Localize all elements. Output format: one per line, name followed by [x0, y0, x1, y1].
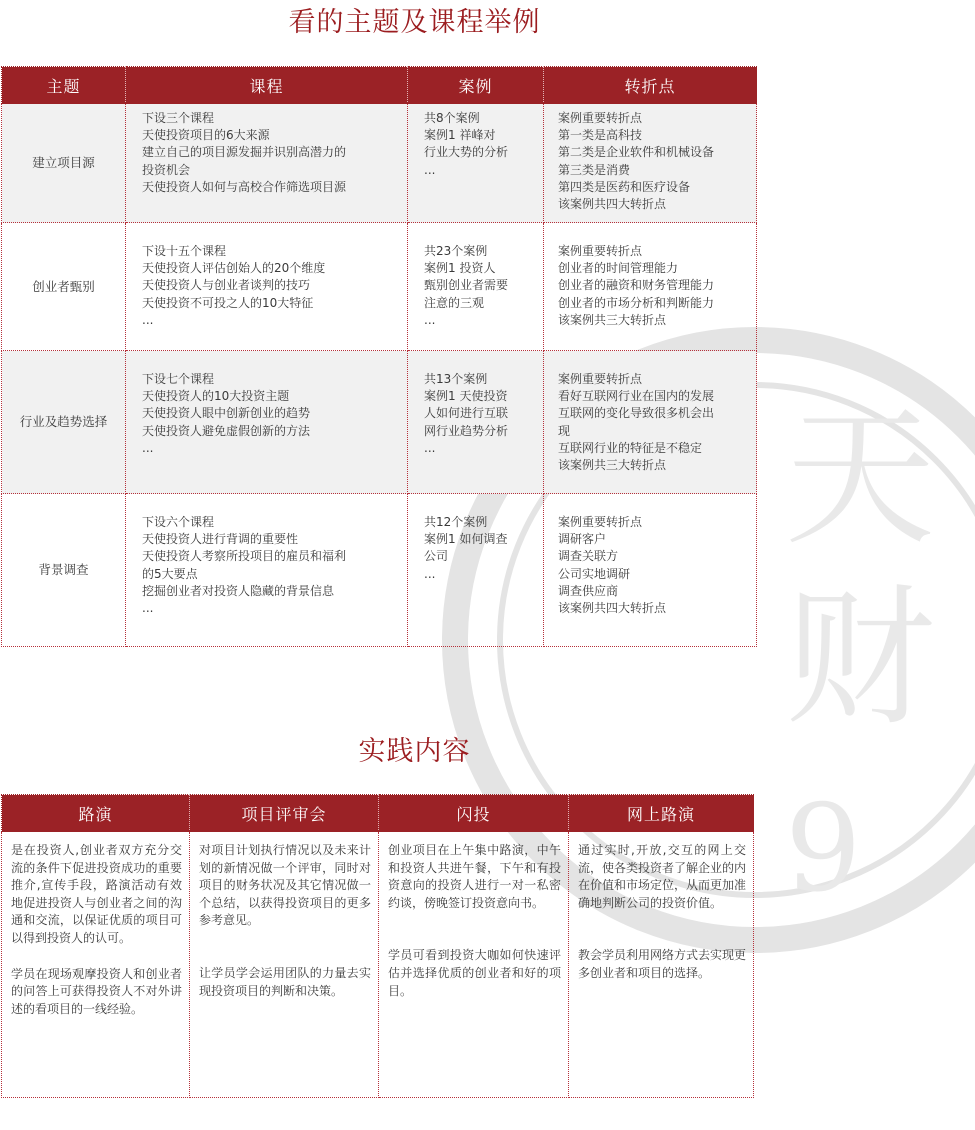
course-line: 天使投资人与创业者谈判的技巧 [142, 278, 311, 293]
project-review-cell [190, 832, 379, 1098]
courses-cell [126, 351, 408, 494]
turning-point-line: 第二类是企业软件和机械设备 [558, 145, 715, 160]
svg-text:9: 9 [785, 780, 862, 919]
case-line: 案例1 投资人 [424, 261, 496, 276]
table-row [2, 351, 757, 494]
turning-points-cell [544, 351, 757, 494]
case-line: 共23个案例 [424, 244, 488, 258]
header-courses: 课程 [126, 67, 408, 104]
table-row [2, 494, 757, 647]
case-line: 网行业趋势分析 [424, 423, 509, 438]
cases-cell [408, 223, 544, 351]
courses-cell [126, 494, 408, 647]
turning-points-cell [544, 104, 757, 223]
course-section-title: 看的主题及课程举例 [288, 7, 541, 38]
table-row [2, 104, 757, 223]
case-line: 共8个案例 [424, 111, 480, 125]
case-line: 人如何进行互联 [424, 406, 509, 421]
turning-point-line: 调查关联方 [558, 549, 619, 564]
course-line: ... [142, 601, 154, 616]
topic-cell: 行业及趋势选择 [2, 351, 126, 494]
course-line: 天使投资项目的6大来源 [142, 128, 270, 143]
roadshow-cell [2, 832, 190, 1098]
svg-text:财: 财 [785, 572, 936, 746]
turning-point-line: 互联网行业的特征是不稳定 [558, 440, 703, 455]
cases-cell [408, 104, 544, 223]
roadshow-benefit: 学员在现场观摩投资人和创业者的问答上可获得投资人不对外讲述的看项目的一线经验。 [11, 966, 182, 1016]
case-line: 行业大势的分析 [424, 145, 509, 160]
online-roadshow-description: 通过实时,开放,交互的网上交流，使各类投资者了解企业的内在价值和市场定位，从而更加准确地判断公司的投资价值。 [578, 843, 747, 910]
case-line: 案例1 祥峰对 [424, 128, 496, 143]
turning-point-line: 案例重要转折点 [558, 372, 643, 386]
turning-points-cell [544, 494, 757, 647]
turning-point-line: 调研客户 [558, 532, 607, 547]
course-line: 天使投资人考察所投项目的雇员和福利 [142, 549, 347, 564]
header-project-review: 项目评审会 [190, 795, 379, 832]
turning-point-line: 公司实地调研 [558, 566, 631, 581]
course-table-header [2, 67, 757, 104]
practice-row [2, 832, 754, 1098]
project-review-description: 对项目计划执行情况以及未来计划的新情况做一个评审，同时对项目的财务状况及其它情况做一个总结，以获得投资项目的更多参考意见。 [199, 843, 371, 928]
case-line: 共13个案例 [424, 372, 488, 386]
header-topic: 主题 [2, 67, 126, 104]
case-line: ... [424, 440, 436, 455]
case-line: 公司 [424, 549, 449, 564]
table-row [2, 223, 757, 351]
turning-point-line: 案例重要转折点 [558, 515, 643, 529]
turning-point-line: 创业者的时间管理能力 [558, 261, 679, 276]
course-table [1, 66, 757, 647]
flash-investment-benefit: 学员可看到投资大咖如何快速评估并选择优质的创业者和好的项目。 [388, 948, 561, 998]
course-line: 挖掘创业者对投资人隐藏的背景信息 [142, 583, 335, 598]
flash-investment-cell [379, 832, 569, 1098]
case-line: 注意的三观 [424, 295, 485, 310]
flash-investment-description: 创业项目在上午集中路演，中午和投资人共进午餐，下午和有投资意向的投资人进行一对一私密约谈，傍晚签订投资意向书。 [388, 843, 561, 910]
course-line: 天使投资人评估创始人的20个维度 [142, 261, 326, 276]
header-roadshow: 路演 [2, 795, 190, 832]
turning-point-line: 第一类是高科技 [558, 128, 643, 143]
course-line: 下设六个课程 [142, 515, 215, 529]
practice-section-title: 实践内容 [358, 736, 471, 767]
turning-point-line: 调查供应商 [558, 583, 619, 598]
case-line: 共12个案例 [424, 515, 488, 529]
case-line: 甄别创业者需要 [424, 278, 509, 293]
turning-points-cell [544, 223, 757, 351]
course-line: 天使投资不可投之人的10大特征 [142, 295, 314, 310]
course-line: ... [142, 312, 154, 327]
practice-table-header [2, 795, 754, 832]
topic-cell: 背景调查 [2, 494, 126, 647]
online-roadshow-cell [569, 832, 754, 1098]
header-flash-investment: 闪投 [379, 795, 569, 832]
course-line: 天使投资人眼中创新创业的趋势 [142, 406, 311, 421]
course-line: 的5大要点 [142, 566, 198, 581]
course-line: ... [142, 440, 154, 455]
course-line: 下设七个课程 [142, 372, 215, 386]
svg-text:天: 天 [785, 392, 936, 566]
topic-cell: 创业者甄别 [2, 223, 126, 351]
case-line: 案例1 天使投资 [424, 389, 508, 404]
turning-point-line: 案例重要转折点 [558, 244, 643, 258]
header-online-roadshow: 网上路演 [569, 795, 754, 832]
course-line: 天使投资人如何与高校合作筛选项目源 [142, 179, 347, 194]
turning-point-line: 现 [558, 423, 571, 438]
turning-point-line: 该案例共四大转折点 [558, 601, 667, 616]
practice-table [1, 794, 754, 1098]
turning-point-line: 该案例共三大转折点 [558, 312, 667, 327]
turning-point-line: 创业者的市场分析和判断能力 [558, 295, 715, 310]
turning-point-line: 第四类是医药和医疗设备 [558, 179, 691, 194]
case-line: 案例1 如何调查 [424, 532, 508, 547]
course-line: 投资机会 [142, 162, 191, 177]
topic-cell: 建立项目源 [2, 104, 126, 223]
cases-cell [408, 351, 544, 494]
courses-cell [126, 104, 408, 223]
courses-cell [126, 223, 408, 351]
course-line: 下设三个课程 [142, 111, 215, 125]
header-turning-points: 转折点 [544, 67, 757, 104]
course-line: 天使投资人避免虚假创新的方法 [142, 423, 311, 438]
case-line: ... [424, 312, 436, 327]
online-roadshow-benefit: 教会学员利用网络方式去实现更多创业者和项目的选择。 [578, 948, 747, 980]
case-line: ... [424, 162, 436, 177]
course-line: 天使投资人进行背调的重要性 [142, 532, 299, 547]
case-line: ... [424, 566, 436, 581]
course-line: 天使投资人的10大投资主题 [142, 389, 290, 404]
header-cases: 案例 [408, 67, 544, 104]
turning-point-line: 第三类是消费 [558, 162, 631, 177]
cases-cell [408, 494, 544, 647]
course-line: 下设十五个课程 [142, 244, 227, 258]
turning-point-line: 该案例共四大转折点 [558, 197, 667, 212]
turning-point-line: 案例重要转折点 [558, 111, 643, 125]
project-review-benefit: 让学员学会运用团队的力量去实现投资项目的判断和决策。 [199, 965, 371, 998]
roadshow-description: 是在投资人,创业者双方充分交流的条件下促进投资成功的重要推介,宣传手段，路演活动有效地促进投资人与创业者之间的沟通和交流，以保证优质的项目可以得到投资人的认可。 [11, 843, 182, 945]
turning-point-line: 互联网的变化导致很多机会出 [558, 406, 715, 421]
turning-point-line: 创业者的融资和财务管理能力 [558, 278, 715, 293]
turning-point-line: 该案例共三大转折点 [558, 458, 667, 473]
course-line: 建立自己的项目源发掘并识别高潜力的 [142, 145, 347, 160]
turning-point-line: 看好互联网行业在国内的发展 [558, 389, 715, 404]
